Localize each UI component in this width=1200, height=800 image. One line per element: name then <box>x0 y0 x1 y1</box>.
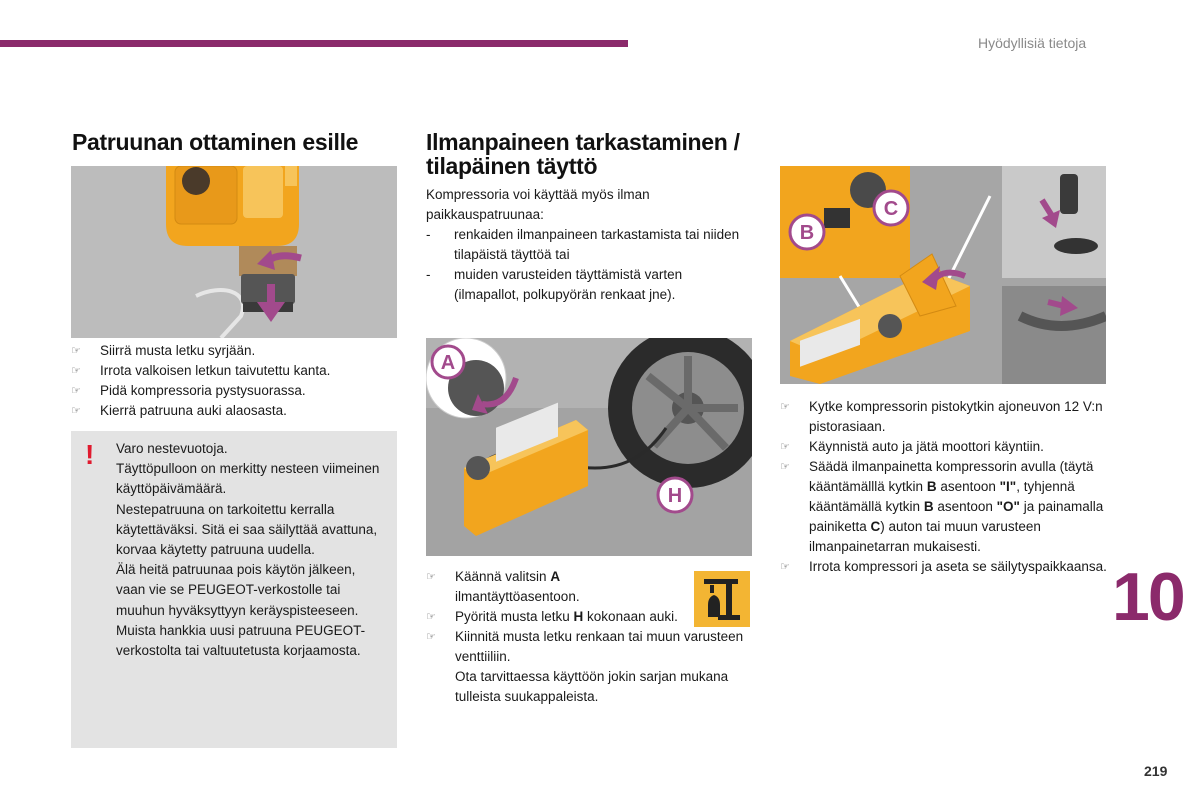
list-item: - muiden varusteiden täyttämistä varten (ilmapallot, polkupyörän renkaat jne). <box>426 267 683 302</box>
list-item: ☞ Kiinnitä musta letku renkaan tai muun varusteen venttiiliin. Ota tarvittaessa käyttöön jokin sarjan mukana tulleista suukappaleista. <box>426 629 744 704</box>
label-b: B <box>799 222 815 244</box>
list-item: ☞ Irrota valkoisen letkun taivutettu kanta. <box>71 361 397 381</box>
hand-bullet-icon: ☞ <box>780 441 790 453</box>
chapter-number: 10 <box>1112 559 1184 635</box>
hand-bullet-icon: ☞ <box>71 385 81 397</box>
warning-text: Varo nestevuotoja. Täyttöpulloon on merkitty nesteen viimeinen käyttöpäivämäärä. Nestepatruuna on tarkoitettu kerralla käytettäväksi. Sitä ei saa säilyttää avattuna, korvaa käytetty patruuna uudella. Älä heitä patruunaa pois käytön jälkeen, vaan vie se PEUGEOT-verkostolle tai muuhun hyväksyttyyn keräyspisteeseen. Muista hankkia uusi patruuna PEUGEOT-verkostolta tai valtuutetusta korjaamosta. <box>116 441 380 659</box>
middle-dash-list <box>426 225 746 305</box>
hand-bullet-icon: ☞ <box>71 345 81 357</box>
page-number: 219 <box>1144 763 1168 779</box>
hand-bullet-icon: ☞ <box>71 405 81 417</box>
header-accent-bar <box>0 40 628 47</box>
list-item: ☞ Pyöritä musta letku H kokonaan auki. <box>426 607 685 627</box>
left-bullet-list <box>71 341 397 421</box>
hand-bullet-icon: ☞ <box>426 631 436 643</box>
list-item: ☞ Käynnistä auto ja jätä moottori käyntiin. <box>780 437 1110 457</box>
inflate-pictogram-icon <box>694 571 750 627</box>
compressor-tyre-illustration <box>426 338 752 556</box>
list-item: ☞ Siirrä musta letku syrjään. <box>71 341 397 361</box>
middle-title: Ilmanpaineen tarkastaminen / tilapäinen täyttö <box>426 129 740 179</box>
hand-bullet-icon: ☞ <box>780 401 790 413</box>
label-h: H <box>667 485 683 507</box>
list-item: - renkaiden ilmanpaineen tarkastamista tai niiden tilapäistä täyttöä tai <box>426 227 740 262</box>
left-title: Patruunan ottaminen esille <box>72 129 359 155</box>
list-item: ☞ Pidä kompressoria pystysuorassa. <box>71 381 397 401</box>
list-item: ☞ Säädä ilmanpainetta kompressorin avulla (täytä kääntämälllä kytkin B asentoon "I", tyhjennä kääntämällä kytkin B asentoon "O" ja painamalla painiketta C) auton tai muun varusteen ilmanpainetarran mukaisesti. <box>780 459 1104 554</box>
list-item: ☞ Irrota kompressori ja aseta se säilytyspaikkaansa. <box>780 557 1110 577</box>
right-steps <box>780 397 1110 577</box>
label-c: C <box>883 198 899 220</box>
warning-box <box>71 431 397 748</box>
cartridge-illustration <box>71 166 397 338</box>
middle-intro: Kompressoria voi käyttää myös ilman paikkauspatruunaa: <box>426 187 650 222</box>
hand-bullet-icon: ☞ <box>780 461 790 473</box>
label-a: A <box>440 352 456 374</box>
section-title: Hyödyllisiä tietoja <box>978 35 1087 51</box>
hand-bullet-icon: ☞ <box>426 611 436 623</box>
exclamation-icon: ! <box>85 439 95 470</box>
hand-bullet-icon: ☞ <box>780 561 790 573</box>
hand-bullet-icon: ☞ <box>71 365 81 377</box>
list-item: ☞ Käännä valitsin A ilmantäyttöasentoon. <box>426 569 580 604</box>
compressor-controls-illustration <box>780 166 1106 384</box>
list-item: ☞ Kytke kompressorin pistokytkin ajoneuvon 12 V:n pistorasiaan. <box>780 399 1103 434</box>
list-item: ☞ Kierrä patruuna auki alaosasta. <box>71 401 397 421</box>
hand-bullet-icon: ☞ <box>426 571 436 583</box>
